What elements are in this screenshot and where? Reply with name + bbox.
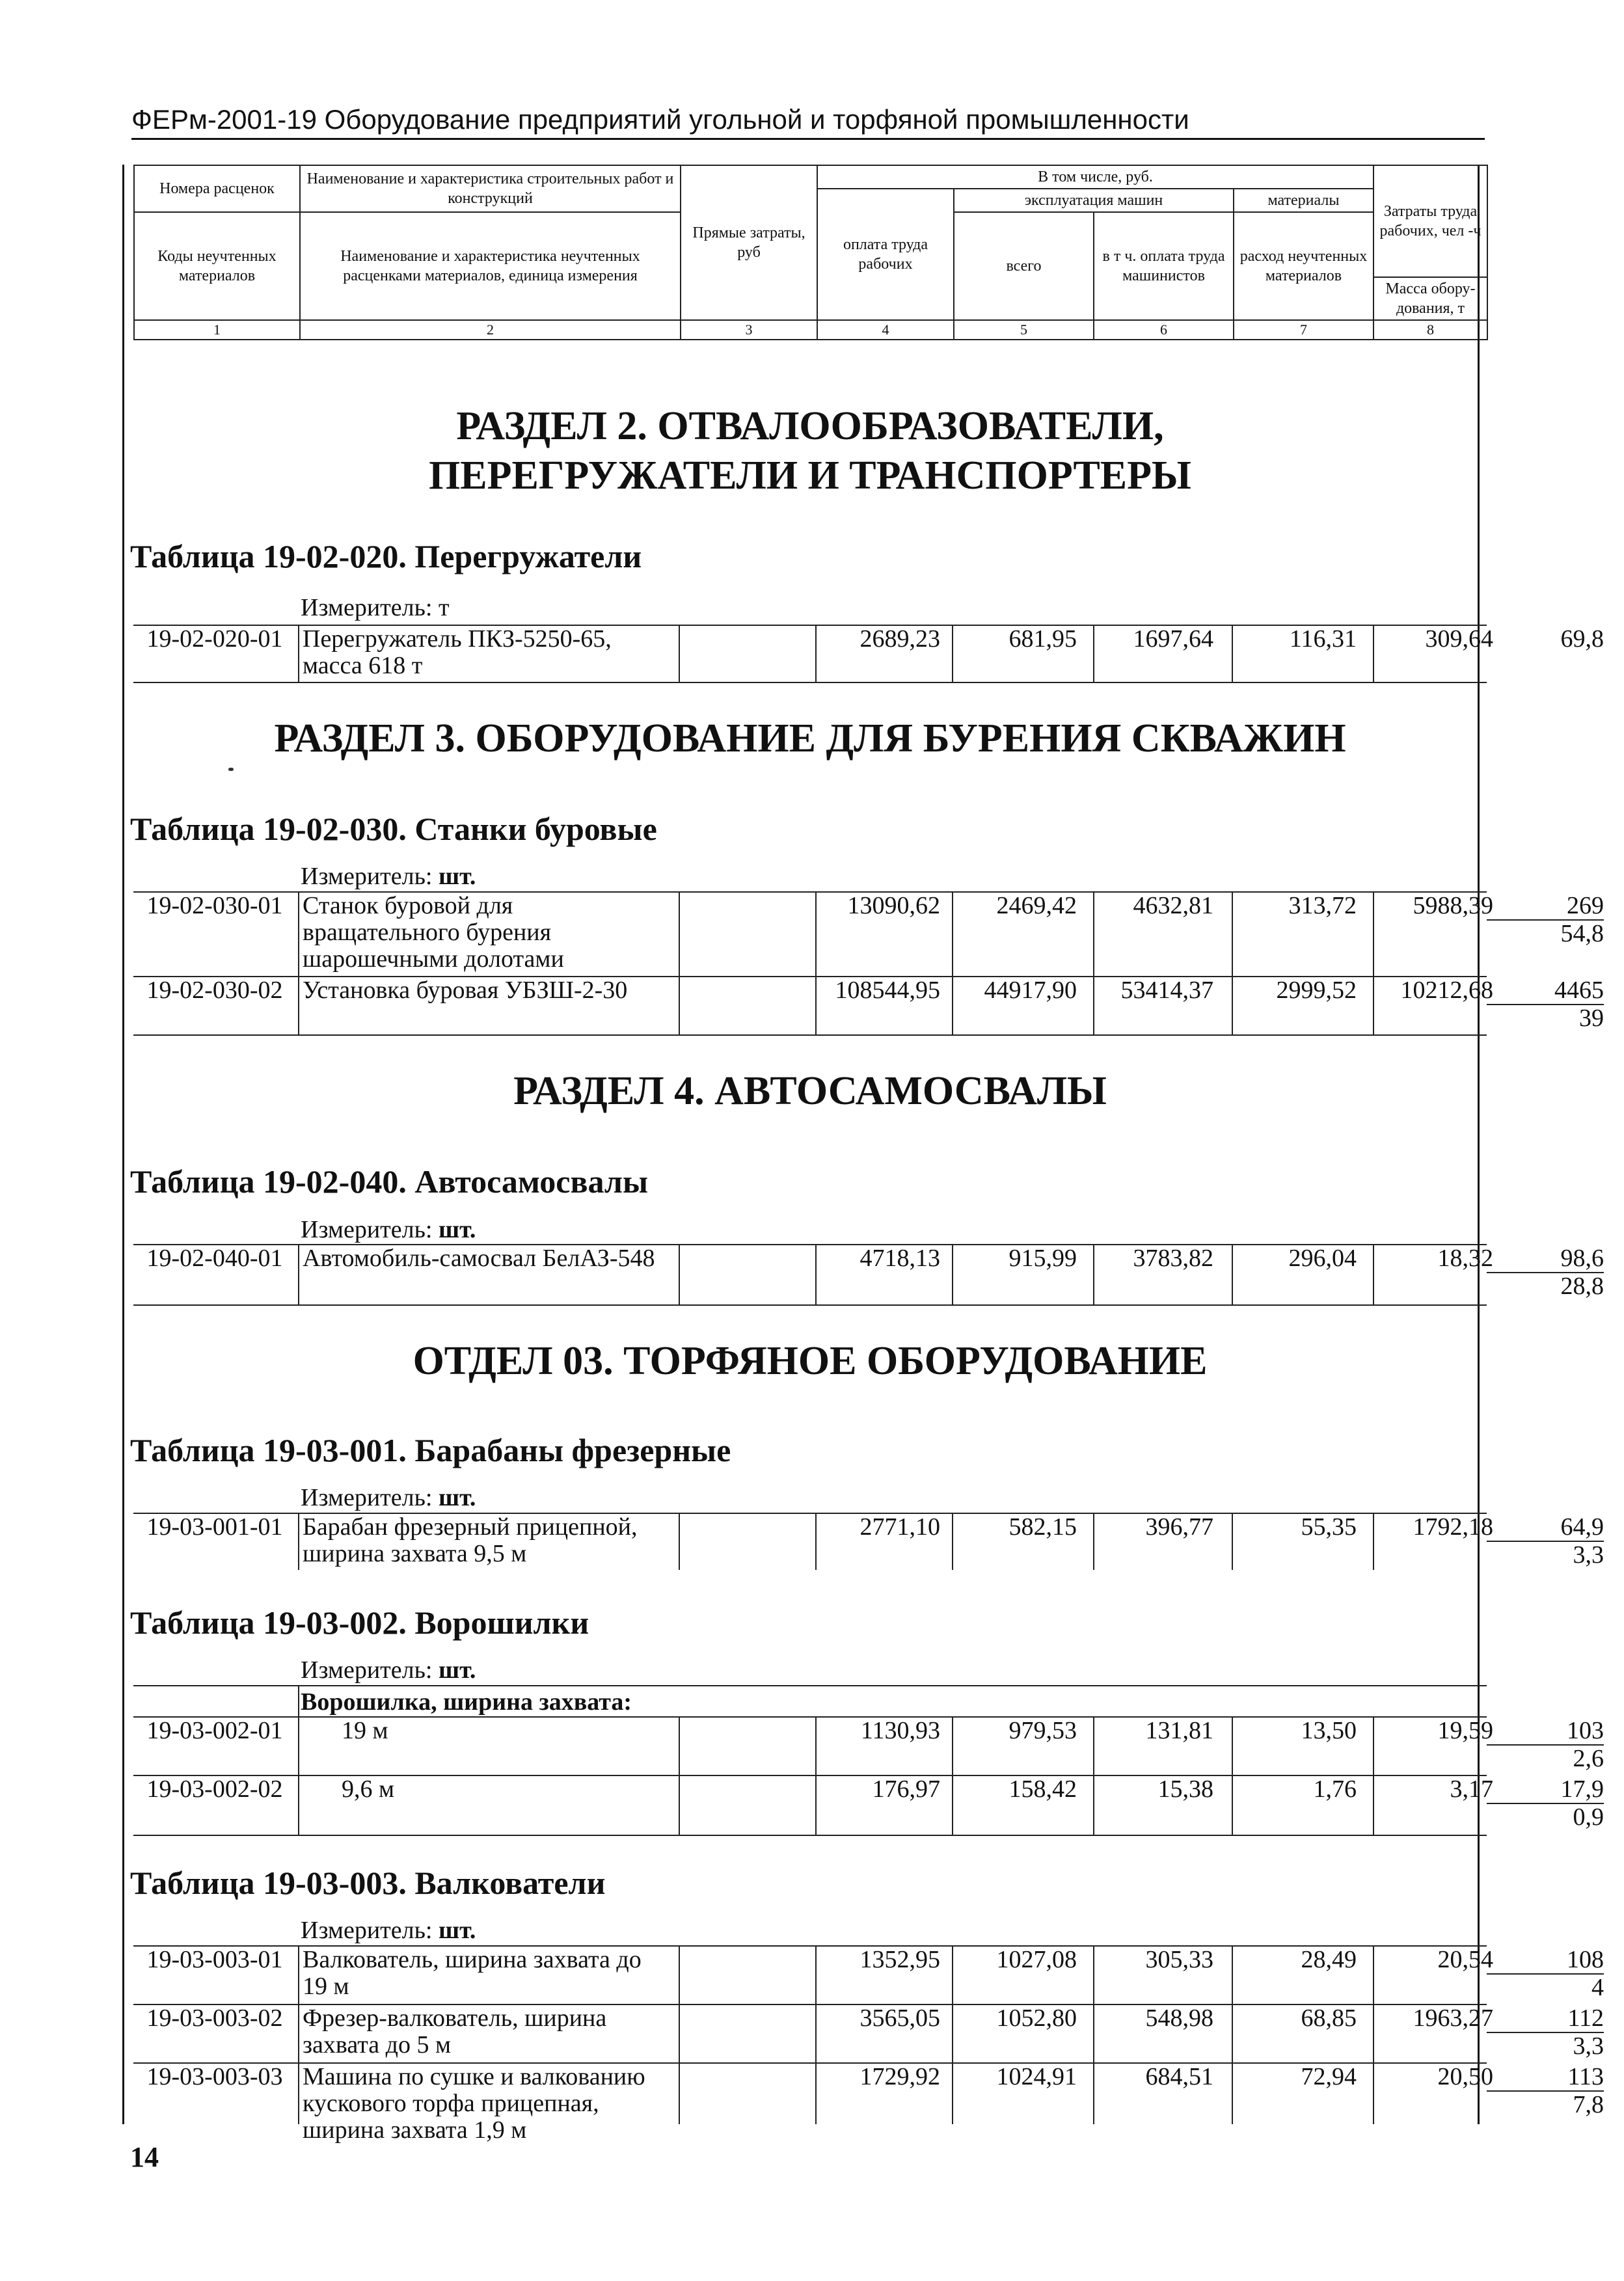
col-material-name-header: Наименование и характеристика неучтенных расценками материалов, единица измерения — [300, 212, 681, 320]
table-19-02-030-title: Таблица 19-02-030. Станки буровые — [130, 811, 657, 847]
machines-total-value: 4632,81 — [1133, 892, 1213, 919]
labor-mass-fraction: $\frac{269}{54,8}$ — [1487, 893, 1604, 947]
table-19-03-001-unit: Измеритель: шт. — [301, 1484, 476, 1511]
labor-mass-fraction: $\frac{64,9}{3,3}$ — [1487, 1514, 1604, 1569]
labor-mass-fraction: $\frac{112}{3,3}$ — [1487, 2005, 1604, 2060]
col-work-name-header: Наименование и характеристика строительных работ и конструкций — [300, 165, 681, 212]
rate-name: Перегружатель ПКЗ-5250-65, масса 618 т — [303, 625, 612, 679]
table-row — [133, 977, 1604, 1033]
machines-total-value: 305,33 — [1145, 1946, 1213, 1973]
page-number: 14 — [130, 2141, 159, 2173]
direct-costs-value: 1130,93 — [860, 1717, 940, 1744]
materials-value: 19,59 — [1437, 1717, 1493, 1744]
rate-name: Барабан фрезерный прицепной, ширина захвата 9,5 м — [303, 1513, 638, 1567]
machinist-wages-value: 116,31 — [1289, 625, 1357, 653]
col-material-codes-header: Коды неучтенных материалов — [134, 212, 300, 320]
machines-total-value: 53414,37 — [1120, 977, 1213, 1004]
materials-value: 1792,18 — [1413, 1513, 1493, 1541]
machinist-wages-value: 296,04 — [1288, 1245, 1357, 1272]
col-unaccounted-materials-header: расход неучтенных материалов — [1234, 212, 1374, 320]
direct-costs-value: 13090,62 — [847, 892, 940, 919]
materials-value: 1963,27 — [1413, 2004, 1493, 2032]
col-number-5: 5 — [954, 320, 1094, 340]
materials-value: 309,64 — [1425, 625, 1493, 653]
labor-mass-fraction: $\frac{4465}{39}$ — [1487, 977, 1604, 1032]
rate-name: Станок буровой для вращательного бурения шарошечными долотами — [303, 892, 564, 973]
direct-costs-value: 1352,95 — [859, 1946, 940, 1973]
table-row — [133, 1245, 1604, 1301]
rate-name: Установка буровая УБЗШ-2-30 — [303, 977, 628, 1004]
labor-mass-fraction: $\frac{113}{7,8}$ — [1487, 2064, 1604, 2118]
materials-value: 10212,68 — [1400, 977, 1493, 1004]
table-row — [133, 1717, 1604, 1774]
wages-value: 582,15 — [1008, 1513, 1077, 1541]
labor-mass-fraction: $\frac{17,9}{0,9}$ — [1487, 1776, 1604, 1831]
direct-costs-value: 4718,13 — [859, 1245, 940, 1272]
table-19-02-020-unit: Измеритель: т — [301, 594, 450, 621]
wages-value: 915,99 — [1008, 1245, 1077, 1272]
machines-total-value: 548,98 — [1145, 2004, 1213, 2032]
machinist-wages-value: 2999,52 — [1276, 977, 1357, 1004]
col-rate-numbers-header: Номера расценок — [134, 165, 300, 212]
rate-name: 19 м — [342, 1717, 388, 1744]
rate-name: Фрезер-валкователь, ширина захвата до 5 м — [303, 2004, 607, 2058]
col-machines-total-header: всего — [954, 212, 1094, 320]
col-number-3: 3 — [681, 320, 817, 340]
wages-value: 979,53 — [1008, 1717, 1077, 1744]
table-19-03-002-unit: Измеритель: шт. — [301, 1656, 476, 1684]
rate-name: 9,6 м — [342, 1775, 395, 1803]
col-labor-header: Затраты труда рабочих, чел -ч — [1374, 165, 1487, 277]
col-number-4: 4 — [817, 320, 954, 340]
rate-code: 19-03-003-03 — [146, 2063, 283, 2090]
section-2-title: РАЗДЕЛ 2. ОТВАЛООБРАЗОВАТЕЛИ, ПЕРЕГРУЖАТЕЛИ И ТРАНСПОРТЕРЫ — [429, 404, 1191, 498]
rate-code: 19-03-002-02 — [146, 1775, 283, 1803]
col-mass-header: Масса обору-дования, т — [1374, 277, 1487, 320]
col-number-2: 2 — [300, 320, 681, 340]
materials-value: 20,50 — [1437, 2063, 1493, 2090]
materials-value: 20,54 — [1437, 1946, 1493, 1973]
machinist-wages-value: 55,35 — [1301, 1513, 1357, 1541]
rate-code: 19-03-001-01 — [146, 1513, 283, 1541]
col-machines-header: эксплуатация машин — [954, 189, 1234, 212]
labor-mass-fraction: $\frac{103}{2,6}$ — [1487, 1718, 1604, 1772]
labor-mass-fraction: $\frac{98,6}{28,8}$ — [1487, 1245, 1604, 1300]
direct-costs-value: 3565,05 — [859, 2004, 940, 2032]
machines-total-value: 15,38 — [1157, 1775, 1213, 1803]
col-number-6: 6 — [1094, 320, 1234, 340]
table-row — [133, 892, 1604, 976]
table-19-03-001-title: Таблица 19-03-001. Барабаны фрезерные — [130, 1432, 731, 1468]
table-row — [133, 1946, 1604, 2003]
running-header: ФЕРм-2001-19 Оборудование предприятий угольной и торфяной промышленности — [131, 104, 1485, 140]
direct-costs-value: 2689,23 — [859, 625, 940, 653]
table-19-03-002-title: Таблица 19-03-002. Ворошилки — [130, 1604, 589, 1641]
wages-value: 1052,80 — [996, 2004, 1077, 2032]
wages-value: 2469,42 — [996, 892, 1077, 919]
col-number-7: 7 — [1234, 320, 1374, 340]
wages-value: 681,95 — [1008, 625, 1077, 653]
table-row — [133, 625, 1604, 682]
table-19-03-003-title: Таблица 19-03-003. Валкователи — [130, 1865, 606, 1901]
materials-value: 18,32 — [1437, 1245, 1493, 1272]
direct-costs-value: 176,97 — [872, 1775, 940, 1803]
machinist-wages-value: 68,85 — [1301, 2004, 1357, 2032]
table-19-03-002-subheading: Ворошилка, ширина захвата: — [301, 1688, 632, 1716]
machines-total-value: 1697,64 — [1133, 625, 1213, 653]
direct-costs-value: 1729,92 — [859, 2063, 940, 2090]
department-03-title: ОТДЕЛ 03. ТОРФЯНОЕ ОБОРУДОВАНИЕ — [413, 1339, 1208, 1383]
column-header-table — [133, 165, 1488, 340]
table-19-02-020-title: Таблица 19-02-020. Перегружатели — [130, 538, 642, 574]
machines-total-value: 396,77 — [1145, 1513, 1213, 1541]
wages-value: 1027,08 — [996, 1946, 1077, 1973]
col-machinist-wages-header: в т ч. оплата труда машинистов — [1094, 212, 1234, 320]
col-direct-costs-header: Прямые затраты, руб — [681, 165, 817, 320]
rate-code: 19-03-002-01 — [146, 1717, 283, 1744]
direct-costs-value: 108544,95 — [835, 977, 940, 1004]
materials-value: 3,17 — [1450, 1775, 1493, 1803]
rate-code: 19-02-020-01 — [146, 625, 283, 653]
table-row — [133, 1775, 1604, 1832]
machinist-wages-value: 28,49 — [1301, 1946, 1357, 1973]
section-3-title: РАЗДЕЛ 3. ОБОРУДОВАНИЕ ДЛЯ БУРЕНИЯ СКВАЖИН — [274, 716, 1346, 761]
labor-value: 69,8 — [1560, 625, 1604, 653]
rate-code: 19-03-003-02 — [146, 2004, 283, 2032]
machinist-wages-value: 13,50 — [1301, 1717, 1357, 1744]
wages-value: 1024,91 — [996, 2063, 1077, 2090]
wages-value: 158,42 — [1008, 1775, 1077, 1803]
rate-code: 19-02-030-01 — [146, 892, 283, 919]
table-19-02-030-unit: Измеритель: шт. — [301, 863, 476, 890]
table-19-02-040-unit: Измеритель: шт. — [301, 1216, 476, 1243]
col-wages-header: оплата труда рабочих — [817, 189, 954, 320]
wages-value: 44917,90 — [984, 977, 1077, 1004]
rate-name: Машина по сушке и валкованию кускового торфа прицепная, ширина захвата 1,9 м — [303, 2063, 645, 2144]
machinist-wages-value: 1,76 — [1313, 1775, 1357, 1803]
machines-total-value: 131,81 — [1145, 1717, 1213, 1744]
machines-total-value: 3783,82 — [1133, 1245, 1213, 1272]
direct-costs-value: 2771,10 — [859, 1513, 940, 1541]
col-including-header: В том числе, руб. — [817, 165, 1374, 189]
table-19-02-040-title: Таблица 19-02-040. Автосамосвалы — [130, 1163, 649, 1200]
section-4-title: РАЗДЕЛ 4. АВТОСАМОСВАЛЫ — [513, 1069, 1107, 1113]
rate-name: Валкователь, ширина захвата до 19 м — [303, 1946, 642, 2000]
col-materials-header: материалы — [1234, 189, 1374, 212]
rate-code: 19-02-040-01 — [146, 1245, 283, 1272]
machinist-wages-value: 72,94 — [1301, 2063, 1357, 2090]
rate-code: 19-03-003-01 — [146, 1946, 283, 1973]
machinist-wages-value: 313,72 — [1288, 892, 1357, 919]
table-row — [133, 2004, 1604, 2061]
labor-mass-fraction: $\frac{108}{4}$ — [1487, 1947, 1604, 2001]
materials-value: 5988,39 — [1413, 892, 1493, 919]
machines-total-value: 684,51 — [1145, 2063, 1213, 2090]
rate-name: Автомобиль-самосвал БелАЗ-548 — [303, 1245, 655, 1272]
table-row — [133, 2063, 1604, 2147]
table-row — [133, 1513, 1604, 1570]
col-number-8: 8 — [1374, 320, 1487, 340]
col-number-1: 1 — [134, 320, 300, 340]
rate-code: 19-02-030-02 — [146, 977, 283, 1004]
table-19-03-003-unit: Измеритель: шт. — [301, 1917, 476, 1944]
